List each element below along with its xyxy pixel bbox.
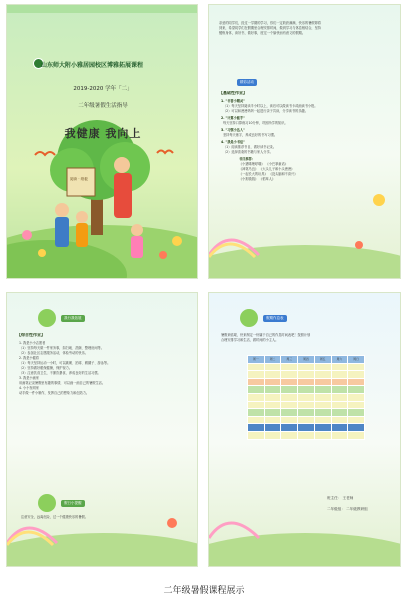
teacher-sign: 班主任： 王老师 bbox=[327, 496, 354, 500]
table-row bbox=[248, 409, 365, 417]
sub-heading: 4. "我是小书法" bbox=[221, 140, 245, 144]
table-cell bbox=[281, 431, 298, 439]
table-cell: 周一 bbox=[248, 356, 265, 364]
books-title: 书目推荐： bbox=[239, 157, 255, 161]
comprehensive-page bbox=[6, 292, 198, 567]
table-cell bbox=[248, 386, 265, 394]
section-tag: 精彩活动 bbox=[237, 79, 257, 86]
text-line: 合理安排学习和生活，做时间的小主人。 bbox=[221, 338, 279, 342]
table-cell bbox=[331, 409, 348, 417]
reminder-text: 注意安全，远离危险，过一个健康快乐的暑假。 bbox=[21, 515, 88, 519]
table-cell bbox=[331, 431, 348, 439]
table-cell bbox=[348, 393, 365, 401]
table-cell bbox=[314, 363, 331, 371]
table-cell bbox=[248, 424, 265, 432]
text-line: 每天坚持口算练习10分钟，巩固所学的知识。 bbox=[223, 121, 288, 125]
table-cell bbox=[281, 409, 298, 417]
table-cell bbox=[348, 378, 365, 386]
activity-page bbox=[208, 4, 401, 279]
table-row bbox=[248, 401, 365, 409]
table-cell bbox=[264, 378, 281, 386]
table-cell bbox=[348, 363, 365, 371]
text-line: （2）坚持做好眼保健操，保护视力。 bbox=[19, 366, 73, 370]
cover-illustration bbox=[7, 5, 198, 279]
table-cell bbox=[348, 409, 365, 417]
table-cell bbox=[281, 424, 298, 432]
text-line: 《一起长大的玩具》 《没头脑和不高兴》 bbox=[239, 172, 298, 176]
table-cell bbox=[281, 386, 298, 394]
table-cell bbox=[298, 378, 315, 386]
text-line: 到来，希望同学们在假期里合理安排时间，做到学习与休息相结合，坚持 bbox=[219, 26, 321, 30]
table-cell bbox=[248, 401, 265, 409]
table-cell bbox=[264, 431, 281, 439]
text-line: 用画笔记录暑假里有趣的事情，可以画一画自己的暑假生活。 bbox=[19, 381, 106, 385]
schedule-table bbox=[247, 355, 365, 440]
text-line: 1. 我是小小志愿者 bbox=[19, 341, 46, 345]
term-title: 2019-2020 学年「二」 bbox=[73, 86, 133, 92]
table-cell bbox=[331, 401, 348, 409]
table-cell bbox=[314, 378, 331, 386]
table-cell bbox=[264, 409, 281, 417]
table-cell bbox=[298, 416, 315, 424]
table-cell bbox=[331, 386, 348, 394]
table-cell bbox=[264, 416, 281, 424]
table-cell bbox=[331, 378, 348, 386]
cover-page bbox=[6, 4, 198, 279]
table-cell bbox=[264, 424, 281, 432]
table-cell: 周二 bbox=[264, 356, 281, 364]
text-line: （2）可以和爸爸妈妈一起进行亲子共读，分享读书的乐趣。 bbox=[223, 109, 308, 113]
table-cell bbox=[314, 409, 331, 417]
table-row bbox=[248, 378, 365, 386]
table-cell bbox=[331, 371, 348, 379]
table-row bbox=[248, 424, 365, 432]
table-cell bbox=[248, 416, 265, 424]
text-line: （1）每天坚持运动一小时，可以跳绳、拍球、踢毽子、游泳等。 bbox=[19, 361, 111, 365]
text-line: 坚持每天练字，养成良好的书写习惯。 bbox=[223, 133, 278, 137]
sub-heading: 2. "计算小能手" bbox=[221, 116, 245, 120]
table-cell bbox=[248, 409, 265, 417]
table-cell bbox=[281, 363, 298, 371]
text-line: （3）注意饮食卫生，不暴饮暴食，养成良好的生活习惯。 bbox=[19, 371, 101, 375]
table-cell bbox=[348, 386, 365, 394]
table-cell bbox=[298, 393, 315, 401]
table-cell bbox=[248, 431, 265, 439]
sub-heading: 3. "习惯小达人" bbox=[221, 128, 245, 132]
basic-heading: 【基础性作业】 bbox=[219, 91, 247, 95]
table-cell bbox=[314, 416, 331, 424]
text-line: （1）阅读推荐书目，做好读书记录。 bbox=[223, 145, 277, 149]
table-cell bbox=[348, 431, 365, 439]
table-cell bbox=[281, 371, 298, 379]
comprehensive-heading: 【综合性作业】 bbox=[17, 333, 45, 337]
text-line: 2. 我是小健将 bbox=[19, 356, 39, 360]
tag-schedule: 假期作息表 bbox=[263, 315, 287, 322]
table-cell bbox=[248, 371, 265, 379]
text-line: 《小猪唏哩呼噜》 《小巴掌童话》 bbox=[239, 162, 288, 166]
sub-heading: 1. "书香小精灵" bbox=[221, 99, 245, 103]
table-cell bbox=[314, 431, 331, 439]
table-cell bbox=[298, 401, 315, 409]
table-cell bbox=[314, 401, 331, 409]
guide-title: 二年级暑假生活指导 bbox=[78, 103, 128, 109]
tag-reminder: 假日小提醒 bbox=[61, 500, 85, 507]
table-cell bbox=[248, 363, 265, 371]
table-cell bbox=[298, 424, 315, 432]
table-cell bbox=[331, 416, 348, 424]
table-row bbox=[248, 393, 365, 401]
table-cell bbox=[281, 393, 298, 401]
table-cell bbox=[298, 431, 315, 439]
text-line: 4. 小小发明家 bbox=[19, 386, 39, 390]
team-sign: 二年级组： 二年级教研组 bbox=[327, 507, 368, 511]
text-line: 亲爱的同学们，经过一学期的学习，你们一定收获满满，快乐的暑假即将 bbox=[219, 21, 321, 25]
table-cell: 周六 bbox=[331, 356, 348, 364]
school-name: 山东师大附小雅居园校区博雅拓展课程 bbox=[41, 62, 144, 69]
table-cell bbox=[264, 393, 281, 401]
text-line: （2）选择喜欢的书籍与家人分享。 bbox=[223, 150, 273, 154]
table-cell bbox=[248, 378, 265, 386]
table-row bbox=[248, 416, 365, 424]
table-cell bbox=[331, 424, 348, 432]
text-line: 暑假来临啦，快来制定一份属于自己的作息时间表吧！按照计划 bbox=[221, 333, 311, 337]
table-row bbox=[248, 386, 365, 394]
table-cell bbox=[298, 409, 315, 417]
text-line: （1）坚持每天做一件家务事，如扫地、洗碗、整理房间等。 bbox=[19, 346, 104, 350]
table-cell: 周三 bbox=[281, 356, 298, 364]
table-cell bbox=[298, 371, 315, 379]
table-cell bbox=[331, 363, 348, 371]
text-line: 3. 我是小画家 bbox=[19, 376, 39, 380]
table-cell bbox=[298, 386, 315, 394]
text-line: （1）每天坚持阅读半小时以上，读后可以做读书卡或画读书小报。 bbox=[223, 104, 318, 108]
table-cell bbox=[264, 401, 281, 409]
table-cell bbox=[314, 371, 331, 379]
text-line: 动手做一件小制作，发挥自己的想象力和创造力。 bbox=[19, 391, 90, 395]
table-row bbox=[248, 363, 365, 371]
table-cell bbox=[314, 386, 331, 394]
table-cell bbox=[314, 393, 331, 401]
text-line: （2）参加社区志愿服务活动，体验劳动的快乐。 bbox=[19, 351, 88, 355]
table-cell bbox=[264, 363, 281, 371]
caption: 二年级暑假课程展示 bbox=[163, 586, 245, 596]
table-cell: 周四 bbox=[298, 356, 315, 364]
table-cell bbox=[281, 401, 298, 409]
text-line: 《神笔马良》 《大头儿子和小头爸爸》 bbox=[239, 167, 295, 171]
text-line: 《小狗钱钱》 《稻草人》 bbox=[239, 177, 276, 181]
table-cell: 周日 bbox=[348, 356, 365, 364]
table-cell bbox=[348, 401, 365, 409]
schedule-page bbox=[208, 292, 401, 567]
table-cell bbox=[264, 386, 281, 394]
table-cell bbox=[264, 371, 281, 379]
table-cell bbox=[314, 424, 331, 432]
tag-extension: 我行我拓展 bbox=[61, 315, 85, 322]
table-cell bbox=[348, 416, 365, 424]
sign-text: 阅读 · 纸板 bbox=[70, 177, 88, 181]
table-cell bbox=[248, 393, 265, 401]
text-line: 锻炼身体，读好书，做好事，度过一个愉快而有意义的假期。 bbox=[219, 31, 306, 35]
slogan: 我健康 我向上 bbox=[64, 127, 142, 140]
table-cell bbox=[331, 393, 348, 401]
table-cell: 周五 bbox=[314, 356, 331, 364]
table-cell bbox=[348, 424, 365, 432]
table-row bbox=[248, 431, 365, 439]
table-cell bbox=[281, 378, 298, 386]
table-cell bbox=[281, 416, 298, 424]
table-row bbox=[248, 371, 365, 379]
table-row bbox=[248, 356, 365, 364]
table-cell bbox=[348, 371, 365, 379]
table-cell bbox=[298, 363, 315, 371]
